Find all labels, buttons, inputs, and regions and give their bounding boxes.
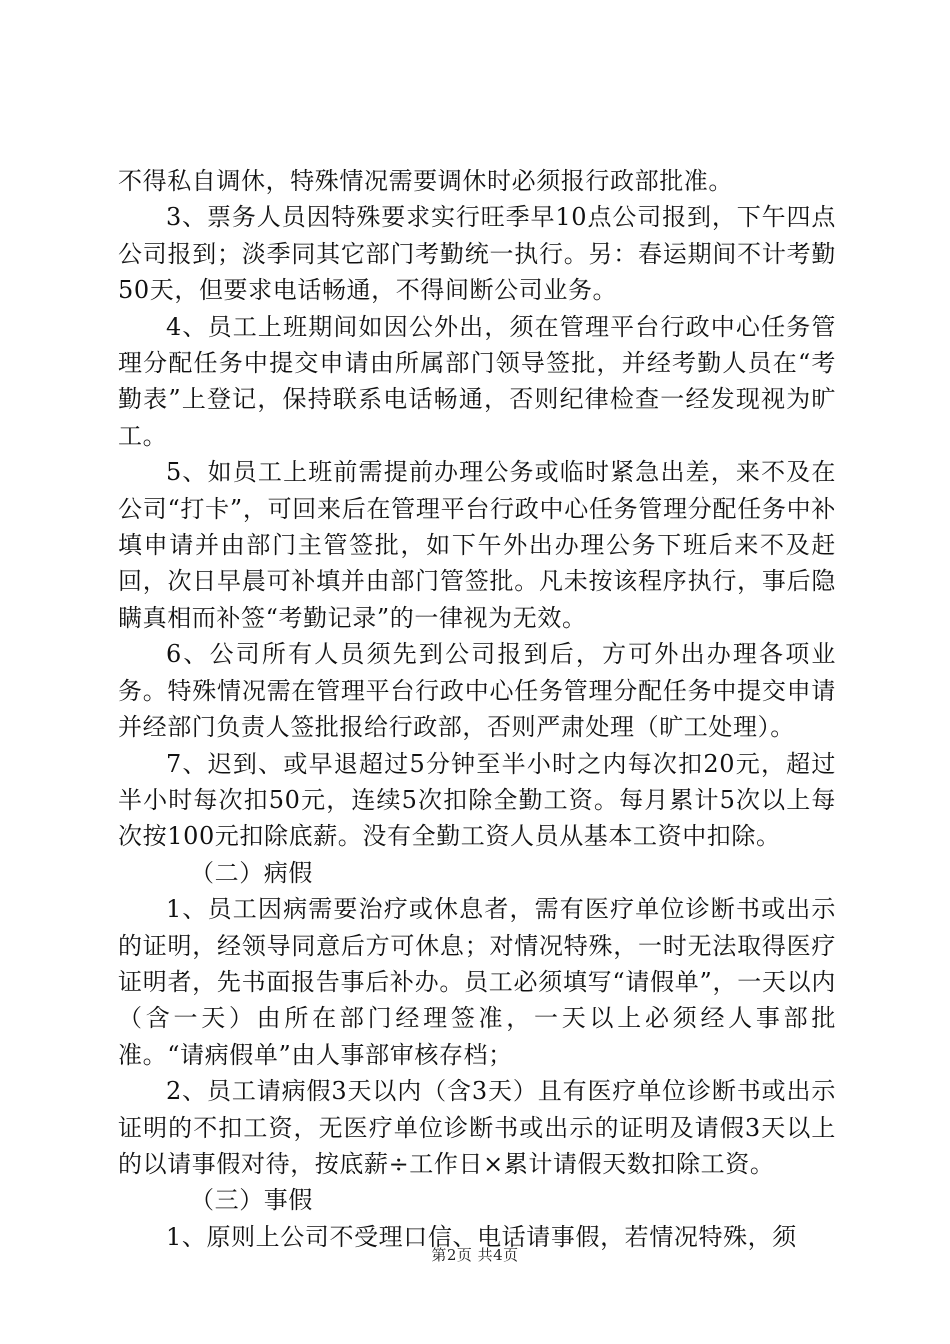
paragraph-item-4: 4、员工上班期间如因公外出，须在管理平台行政中心任务管理分配任务中提交申请由所属部门领导签批，并经考勤人员在“考勤表”上登记，保持联系电话畅通，否则纪律检查一经发现视为旷工。 [118,312,836,450]
paragraph-continuation: 不得私自调休，特殊情况需要调休时必须报行政部批准。 [118,167,733,195]
paragraph-item-5: 5、如员工上班前需提前办理公务或临时紧急出差，来不及在公司“打卡”，可回来后在管理平台行政中心任务管理分配任务中补填申请并由部门主管签批，如下午外出办理公务下班后来不及赶回，次日早晨可补填并由部门管签批。凡未按该程序执行，事后隐瞒真相而补签“考勤记录”的一律视为无效。 [118,458,836,632]
document-body [118,163,836,1255]
section-heading-sick-leave: （二）病假 [190,858,313,887]
page-footer: 第2页 共4页 [431,1246,519,1264]
paragraph-sick-leave-1: 1、员工因病需要治疗或休息者，需有医疗单位诊断书或出示的证明，经领导同意后方可休息；对情况特殊，一时无法取得医疗证明者，先书面报告事后补办。员工必须填写“请假单”，一天以内（含一天）由所在部门经理签准，一天以上必须经人事部批准。“请病假单”由人事部审核存档； [118,895,836,1069]
paragraph-personal-leave-1: 1、原则上公司不受理口信、电话请事假，若情况特殊，须 [166,1222,797,1251]
paragraph-item-6: 6、公司所有人员须先到公司报到后，方可外出办理各项业务。特殊情况需在管理平台行政中心任务管理分配任务中提交申请并经部门负责人签批报给行政部，否则严肃处理（旷工处理）。 [118,640,836,742]
section-heading-personal-leave: （三）事假 [190,1186,313,1215]
paragraph-item-7: 7、迟到、或早退超过5分钟至半小时之内每次扣20元，超过半小时每次扣50元，连续5次扣除全勤工资。每月累计5次以上每次按100元扣除底薪。没有全勤工资人员从基本工资中扣除。 [118,749,836,851]
paragraph-sick-leave-2: 2、员工请病假3天以内（含3天）且有医疗单位诊断书或出示证明的不扣工资，无医疗单位诊断书或出示的证明及请假3天以上的以请事假对待，按底薪÷工作日×累计请假天数扣除工资。 [118,1077,836,1178]
paragraph-item-3: 3、票务人员因特殊要求实行旺季早10点公司报到，下午四点公司报到；淡季同其它部门考勤统一执行。另：春运期间不计考勤50天，但要求电话畅通，不得间断公司业务。 [118,203,836,305]
